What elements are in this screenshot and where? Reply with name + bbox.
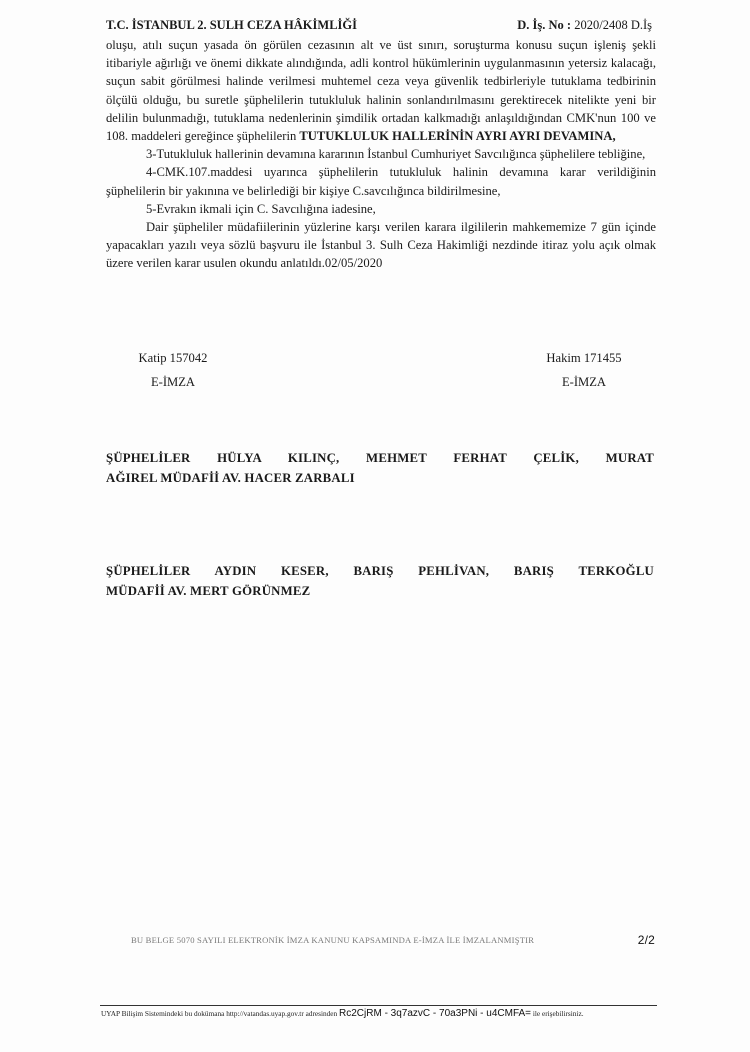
defense-2-line-1: ŞÜPHELİLER AYDIN KESER, BARIŞ PEHLİVAN, BARIŞ TERKOĞLU: [106, 564, 654, 578]
document-header: [106, 18, 652, 38]
page-number: 2/2: [637, 933, 655, 947]
uyap-footer: [101, 1008, 657, 1019]
defense-counsel-block-2: [106, 561, 654, 601]
judge-label: Hakim 171455: [546, 351, 622, 365]
decision-item-5: 5-Evrakın ikmali için C. Savcılığına iadesine,: [146, 201, 376, 216]
decision-item-4: 4-CMK.107.maddesi uyarınca şüphelilerin tutukluluk halinin devamına karar verildiğinin şüphelilerin bir yakınına ve belirlediği bir kişiye C.savcılığınca bildirilmesine,: [106, 165, 656, 198]
defense-1-line-1: ŞÜPHELİLER HÜLYA KILINÇ, MEHMET FERHAT ÇELİK, MURAT: [106, 451, 654, 465]
defense-counsel-block-1: [106, 448, 654, 488]
clerk-label: Katip 157042: [138, 351, 208, 365]
file-number-label: D. İş. No :: [517, 18, 572, 32]
clerk-e-signature: E-İMZA: [150, 375, 196, 389]
clerk-signature: [128, 346, 218, 394]
decision-body: [106, 36, 656, 273]
file-number-block: [517, 18, 652, 33]
decision-item-3: 3-Tutukluluk hallerinin devamına kararının İstanbul Cumhuriyet Savcılığınca şüphelilere tebliğine,: [146, 147, 646, 162]
e-signature-notice-text: BU BELGE 5070 SAYILI ELEKTRONİK İMZA KANUNU KAPSAMINDA E-İMZA İLE İMZALANMIŞTIR: [131, 935, 535, 945]
defense-2-line-2: MÜDAFİİ AV. MERT GÖRÜNMEZ: [106, 584, 311, 598]
uyap-prefix: UYAP Bilişim Sistemindeki bu dokümana http://vatandas.uyap.gov.tr adresinden: [101, 1009, 338, 1018]
file-number: 2020/2408 D.İş: [574, 18, 652, 32]
uyap-suffix: ile erişebilirsiniz.: [532, 1009, 584, 1018]
e-signature-notice: [131, 935, 655, 945]
decision-bold-ruling: TUTUKLULUK HALLERİNİN AYRI AYRI DEVAMINA,: [299, 129, 616, 144]
decision-text-1: oluşu, atılı suçun yasada ön görülen cezasının alt ve üst sınırı, soruşturma konusu suçun işleniş şekli itibariyle ağırlığı ve önemi dikkate alındığında, adli kontrol hükümlerinin uygulanmasının yetersiz kalacağı, suçun sabit görülmesi halinde verilmesi muhtemel ceza veya güvenlik tedbirleriyle tutuklama tedbirinin ölçülü olduğu, bu suretle şüphelilerin tutukluluk halinin sonlandırılmasını gerektirecek nitelikte yeni bir delilin bulunmadığı, tutuklama nedenlerinin şimdilik ortadan kalkmadığı anlaşıldığından CMK'nun 100 ve 108. maddeleri gereğince şüphelilerin: [106, 38, 656, 144]
decision-paragraph-1: [106, 36, 656, 145]
decision-closing-paragraph: Dair şüpheliler müdafiilerinin yüzlerine karşı verilen karara ilgililerin mahkememize 7 gün içinde yapacakları yazılı veya sözlü başvuru ile İstanbul 3. Sulh Ceza Hakimliği nezdinde itiraz yolu açık olmak üzere verilen karar usulen okundu anlatıldı.02/05/2020: [106, 220, 656, 271]
uyap-access-code: Rc2CjRM - 3q7azvC - 70a3PNi - u4CMFA=: [339, 1008, 532, 1019]
court-name: T.C. İSTANBUL 2. SULH CEZA HÂKİMLİĞİ: [106, 18, 357, 32]
defense-1-line-2: AĞIREL MÜDAFİİ AV. HACER ZARBALI: [106, 471, 355, 485]
judge-e-signature: E-İMZA: [561, 375, 607, 389]
judge-signature: [536, 346, 632, 394]
footer-divider: [100, 1005, 657, 1006]
